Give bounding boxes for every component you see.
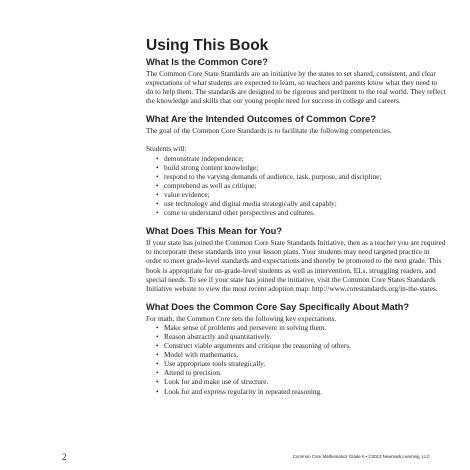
section-body: If your state has joined the Common Core State Standards Initiative, then as a teacher you are required to incorporate these standards into your lesson plans. Your students may need targeted practice in order to meet grade-level standards and expectations and thereby be promoted to the next grade. This book is appropriate for on-grade-level students as well as intervention, ELs, struggling readers, and special needs. To see if your state has joined the initiative, visit the Common Core States Standards Initiative website to view the most recent adoption map: http://www.corestandards.org/in-the-states.	[146, 238, 446, 293]
section-body: The goal of the Common Core Standards is to facilitate the following competencies.	[146, 126, 392, 136]
section-heading: What Does the Common Core Say Specifically About Math?	[146, 301, 410, 312]
outcomes-list	[146, 154, 446, 218]
section-heading: What Does This Mean for You?	[146, 226, 283, 237]
page-title: Using This Book	[146, 37, 269, 54]
list-item: • value evidence;	[156, 190, 446, 199]
list-item: • Construct viable arguments and critique the reasoning of others.	[156, 341, 446, 350]
page-content	[146, 36, 446, 405]
section-body: For math, the Common Core sets the following key expectations.	[146, 313, 337, 323]
list-item: • demonstrate independence;	[156, 154, 446, 163]
list-item: • respond to the varying demands of audience, task, purpose, and discipline;	[156, 172, 446, 181]
page-number: 2	[62, 452, 67, 462]
section-meaning	[146, 226, 446, 293]
list-item: • Make sense of problems and persevere in solving them.	[156, 323, 446, 332]
section-outcomes	[146, 114, 446, 217]
list-item: • Use appropriate tools strategically.	[156, 359, 446, 368]
math-expectations-list	[146, 323, 446, 396]
list-intro: Students will:	[146, 144, 187, 154]
list-item: • build strong content knowledge;	[156, 163, 446, 172]
section-math	[146, 302, 446, 396]
list-item: • Look for and make use of structure.	[156, 377, 446, 386]
section-heading: What Is the Common Core?	[146, 57, 268, 67]
list-item: • Reason abstractly and quantitatively.	[156, 332, 446, 341]
section-heading: What Are the Intended Outcomes of Common Core?	[146, 114, 377, 125]
section-body: The Common Core State Standards are an initiative by the states to set shared, consistent, and clear expectations of what students are expected to learn, so teachers and parents know what they need to do to help them. The standards are designed to be rigorous and pertinent to the real world. They reflect the knowledge and skills that our young people need for success in college and careers.	[146, 69, 446, 106]
list-item: • comprehend as well as critique;	[156, 181, 446, 190]
list-item: • come to understand other perspectives and cultures.	[156, 208, 446, 217]
section-common-core	[146, 57, 446, 105]
list-item: • Look for and express regularity in repeated reasoning.	[156, 387, 446, 396]
list-item: • Model with mathematics.	[156, 350, 446, 359]
list-item: • Attend to precision.	[156, 368, 446, 377]
footer-credit: Common Core Mathematics Grade 6 • ©2013 Newmark Learning, LLC	[292, 454, 430, 459]
list-item: • use technology and digital media strategically and capably;	[156, 199, 446, 208]
